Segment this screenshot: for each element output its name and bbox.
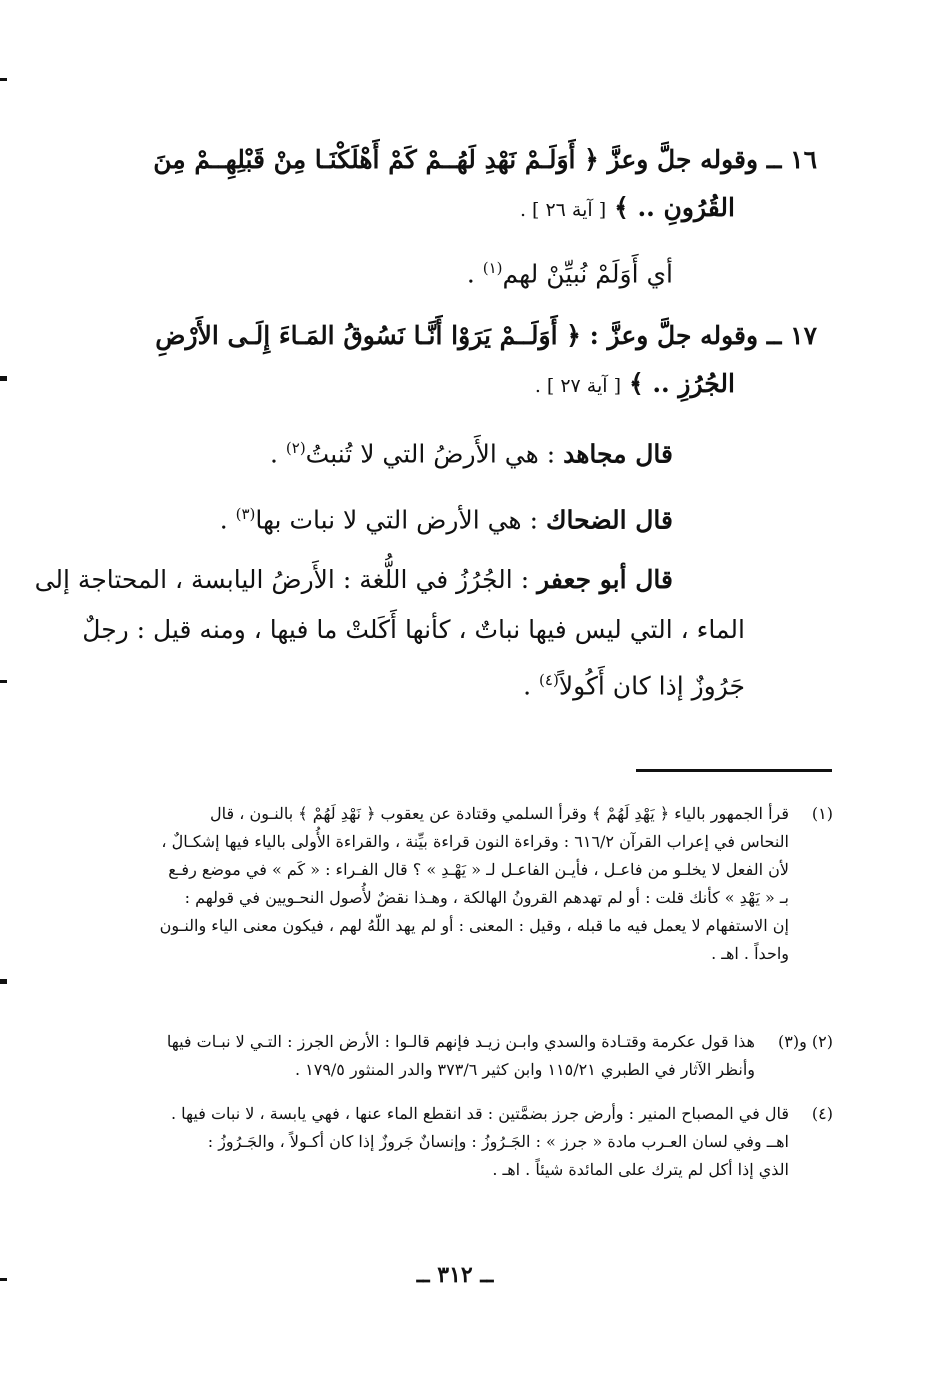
entry-17-line-2 bbox=[535, 360, 735, 410]
footnote-ref-4: (٤) bbox=[539, 671, 559, 689]
footnote-line: لأن الفعل لا يخلـو من فاعـل ، فأيـن الفاعـل لـ « يَهْـدِ » ؟ قال الفـراء : « كَم » في موضع رفـع bbox=[168, 860, 789, 879]
abu-jafar-text-2: الماء ، التي ليس فيها نباتٌ ، كأنها أَكَلتْ ما فيها ، ومنه قيل : رجلٌ bbox=[82, 615, 745, 644]
footnote-separator bbox=[636, 769, 832, 772]
entry-16-line-2 bbox=[520, 184, 735, 234]
speaker-name: قال الضحاك bbox=[545, 505, 673, 535]
scan-mark bbox=[0, 680, 7, 683]
scan-mark bbox=[0, 1278, 7, 1281]
footnote-line: واحداً . اهـ . bbox=[711, 944, 789, 963]
footnote-ref-3: (٣) bbox=[235, 505, 256, 523]
entry-16-text: ١٦ ــ وقوله جلَّ وعزَّ ﴿ أَوَلَـمْ نَهْدِ لَهُــمْ كَمْ أَهْلَكْنَـا مِنْ قَبْلِهِــمْ مِنَ bbox=[153, 145, 817, 174]
entry-16-note bbox=[467, 244, 673, 298]
scan-mark bbox=[0, 979, 7, 984]
entry-17-text: ١٧ ــ وقوله جلَّ وعزَّ : ﴿ أَوَلَــمْ يَرَوْا أَنَّـا نَسُوقُ المَـاءَ إِلَـى الأَرْضِ bbox=[155, 321, 817, 350]
entry-16-note-text: أي أَوَلَمْ نُبيِّنْ لهم bbox=[502, 259, 673, 289]
footnote-line: قال في المصباح المنير : وأرض جرز بضمَّتين : قد انقطع الماء عنها ، فهي يابسة ، لا نبات فيها . bbox=[170, 1104, 789, 1123]
footnote-1 bbox=[93, 800, 833, 970]
saying-end: . bbox=[219, 505, 228, 535]
abu-jafar-text-1: : الجُرُزُ في اللُّغة : الأَرضُ اليابسة ، المحتاجة إلى bbox=[34, 565, 530, 594]
footnote-ref-1: (١) bbox=[482, 259, 503, 277]
footnote-line: قرأ الجمهور بالياء ﴿ يَهْدِ لَهُمْ ﴾ وقرأ السلمي وقتادة عن يعقوب ﴿ نَهْدِ لَهُمْ ﴾ بالنـون ، قال bbox=[210, 804, 789, 823]
footnote-line: إن الاستفهام لا يعمل فيه ما قبله ، وقيل : المعنى : أو لم يهد اللّهُ لهم ، فيكون معنى الياء والنـون bbox=[159, 916, 789, 935]
footnote-number: (١) bbox=[811, 804, 833, 823]
footnote-line: النحاس في إعراب القرآن ٦١٦/٢ : وقراءة النون قراءة بيِّنة ، والقراءة الأُولى بالياء فيها إشكـالٌ ، bbox=[161, 832, 789, 851]
footnote-2-3 bbox=[93, 1028, 833, 1088]
abu-jafar-line-3 bbox=[523, 656, 745, 710]
speaker-name: قال مجاهد bbox=[563, 439, 673, 469]
footnote-line: وأنظر الآثار في الطبري ١١٥/٢١ وابن كثير ٣٧٣/٦ والدر المنثور ١٧٩/٥ . bbox=[294, 1060, 755, 1079]
abu-jafar-end: . bbox=[523, 671, 532, 701]
speaker-name: قال أبو جعفر bbox=[537, 565, 673, 594]
footnote-line: اهــ وفي لسان العـرب مادة « جرز » : الجَـرُوزُ : وإنسانٌ جَروزٌ إذا كان أكـولاً ، والجَـرُوزُ : bbox=[207, 1132, 789, 1151]
saying-text: : هي الأَرضُ التي لا تُنبتُ bbox=[305, 439, 556, 469]
saying-dahhak bbox=[220, 490, 673, 544]
entry-16-note-end: . bbox=[466, 259, 475, 289]
entry-16-ayah-ref: [ آية ٢٦ ] . bbox=[519, 199, 607, 221]
entry-16-quran: القُرُونِ .. ﴾ bbox=[614, 193, 735, 222]
entry-17-ayah-ref: [ آية ٢٧ ] . bbox=[534, 375, 622, 397]
footnote-number: (٤) bbox=[811, 1104, 833, 1123]
footnote-line: هذا قول عكرمة وقتـادة والسدي وابـن زيـد فإنهم قالـوا : الأرض الجرز : التـي لا نبـات فيها bbox=[166, 1032, 755, 1051]
footnote-line: بـ « يَهْدِ » كأنك قلت : أو لم تهدهم القرونُ الهالكة ، وهـذا نقضٌ لأُصول النحـويين في قولهم : bbox=[184, 888, 789, 907]
footnote-ref-2: (٢) bbox=[285, 439, 306, 457]
entry-16-line-1 bbox=[77, 136, 817, 184]
saying-end: . bbox=[269, 439, 278, 469]
saying-text: : هي الأرض التي لا نبات بها bbox=[255, 505, 538, 535]
footnote-line: الذي إذا أكل لم يترك على المائدة شيئاً . اهـ . bbox=[492, 1160, 789, 1179]
footnote-text bbox=[93, 800, 789, 968]
abu-jafar-line-1 bbox=[35, 556, 673, 604]
scan-mark bbox=[0, 376, 7, 381]
footnote-4 bbox=[93, 1100, 833, 1190]
footnote-text bbox=[93, 1028, 755, 1084]
abu-jafar-text-3: جَرُوزٌ إذا كان أَكُولاً bbox=[558, 671, 745, 701]
entry-17-quran: الجُرُزِ .. ﴾ bbox=[628, 369, 735, 398]
footnote-number: (٢) و(٣) bbox=[778, 1032, 833, 1051]
entry-17-line-1 bbox=[77, 312, 817, 360]
saying-mujahid bbox=[270, 424, 673, 478]
scan-mark bbox=[0, 78, 7, 81]
footnote-text bbox=[93, 1100, 789, 1184]
page-number: ــ ٣١٢ ــ bbox=[416, 1262, 494, 1288]
abu-jafar-line-2 bbox=[82, 606, 745, 654]
